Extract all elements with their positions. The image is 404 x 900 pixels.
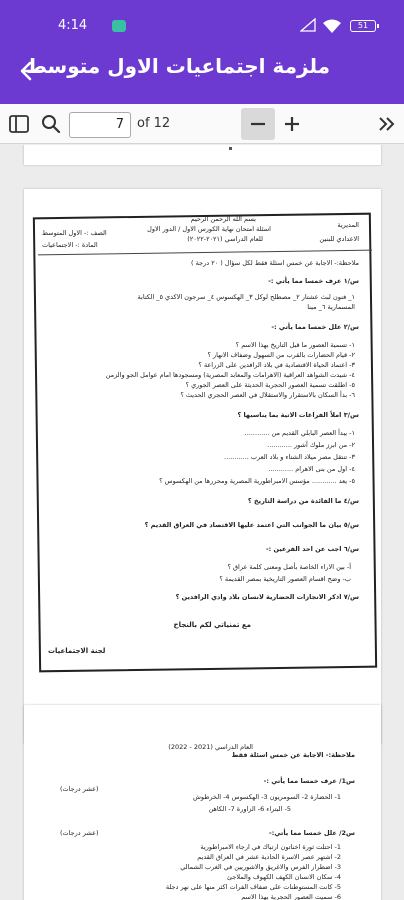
battery-level: 51 [357, 21, 369, 30]
next-q2-item: 2- اشتهر عصر الاسرة الحادية عشر في العراق القديم [197, 853, 341, 861]
q6-item: ب- وضح اقسام العصور التاريخية بمصر القديمة ؟ [219, 575, 351, 583]
pdf-page-next [24, 705, 381, 900]
next-q1-marks: (عشر درجات) [60, 785, 99, 793]
header-class: الصف :- الاول المتوسط [42, 229, 107, 237]
q3-item: ١- يبدأ العصر البابلي القديم من ............ [244, 429, 355, 437]
next-year-line: العام الدراسي (2021 - 2022) [168, 743, 253, 751]
q1-title: س/١ عرف خمسا مما يأتي :- [268, 277, 359, 285]
next-q1-title: س1/ عرف خمسا مما يأتي :- [263, 777, 355, 785]
q2-item: ٦- بدأ السكان بالاستقرار والاستقلال في العصر الحجري الحديث ؟ [180, 391, 355, 399]
exam-closing: مع تمنياتي لكم بالنجاح [173, 621, 251, 629]
q2-item: ١- تسمية العصور ما قبل التاريخ بهذا الاسم ؟ [235, 341, 355, 349]
battery-icon [350, 20, 376, 32]
next-q2-item: 6- سميت العصور الحجرية بهذا الاسم [241, 893, 341, 900]
q4-title: س/٤ ما الفائدة من دراسة التاريخ ؟ [247, 497, 359, 505]
q3-item: ٣- تنتقل مصر ميلاد الشتاء و بلاد العرب ............ [224, 453, 355, 461]
page-total-label: of 12 [137, 116, 171, 131]
q2-item: ٢- قيام الحضارات بالقرب من السهول وضفاف الانهار ؟ [207, 351, 355, 359]
q5-title: س/٥ بيان ما الجوانب التي اعتمد عليها الاقتصاد في العراق القديم ؟ [144, 521, 359, 529]
header-school: الاعدادي للبنين [319, 235, 359, 243]
next-q2-marks: (عشر درجات) [60, 829, 99, 837]
status-time: 4:14 [58, 18, 88, 33]
header-year: للعام الدراسي (٢٠٢١-٢٠٢٢) [187, 235, 263, 243]
zoom-out-icon [241, 108, 275, 140]
q3-item: ٢- من ابرز ملوك آشور ............ [267, 441, 355, 449]
next-q1-item: 1- الحضارة 2- السومريون 3- الهكسوس 4- الخرطوش [192, 793, 341, 801]
exam-signature: لجنة الاجتماعيات [48, 647, 106, 655]
pdf-viewer[interactable] [0, 145, 404, 900]
signal-icon [300, 18, 316, 32]
next-q2-item: 5- كانت المستوطنات على ضفاف الفرات اكثر منها على نهر دجلة [165, 883, 341, 891]
q3-item: ٤- اول من بنى الاهرام ............ [268, 465, 355, 473]
pdf-page-current [24, 189, 381, 744]
header-subject: المادة :- الاجتماعيات [42, 241, 98, 249]
notification-app-icon [112, 20, 126, 32]
q2-item: ٤- شيدت الشواهد العراقية (الاهرامات والمعابد المصرية) ومسجودها امام عوامل الجو والزمن [105, 371, 355, 379]
q3-item: ٥- يعد ............ مؤسس الامبراطورية المصرية ومحررها من الهكسوس ؟ [159, 477, 355, 485]
zoom-in-icon[interactable] [280, 112, 304, 136]
q3-title: س/٣ املأ الفراغات الاتية بما يناسبها ؟ [237, 411, 359, 419]
page-number-input[interactable]: 7 [69, 112, 131, 138]
page-title: ملزمة اجتماعيات الاول متوسط [26, 54, 330, 78]
app-bar [0, 36, 404, 104]
exam-note: ملاحظة:- الاجابة عن خمس اسئلة فقط لكل سؤال ( ٢٠ درجة ) [190, 259, 359, 267]
page-mark [229, 147, 232, 150]
zoom-out-button[interactable] [241, 108, 275, 140]
next-q2-item: 1- احتلت ثورة اخناتون ارتباك في ارجاء الامبراطورية [200, 843, 341, 851]
q6-item: أ- بين الاراء الخاصة بأصل ومعنى كلمة عراق ؟ [227, 563, 351, 571]
q6-title: س/٦ اجب عن احد الفرعين :- [265, 545, 359, 553]
next-q2-item: 4- سكان الانسان الكهف الكهوف والملاجئ [226, 873, 341, 881]
header-basmala: بسم الله الرحمن الرحيم [190, 215, 256, 223]
search-icon[interactable] [40, 112, 62, 136]
q1-item: المسمارية ٦_ مينا [307, 303, 355, 311]
q2-title: س/٢ علل خمسا مما يأتي :- [271, 323, 359, 331]
q2-item: ٥- اطلقت تسمية العصور الحجرية الحديثة على العصر الجوري ؟ [185, 381, 355, 389]
next-note: ملاحظة:- الاجابة عن خمس اسئلة فقط [231, 751, 355, 759]
wifi-icon [322, 18, 342, 34]
q1-item: ١_ فنون لبث عشتار ٢_ مصطلح لوكل ٣_ الهكسوس ٤_ سرجون الاكدي ٥_ الكتابة [137, 293, 355, 301]
header-exam-title: اسئلة امتحان نهاية الكورس الاول / الدور الاول [147, 225, 271, 233]
status-bar [0, 0, 404, 36]
q2-item: ٣- اعتماد الحياة الاقتصادية في بلاد الرافدين على الزراعة ؟ [198, 361, 355, 369]
next-q2-title: س2/ علل خمسا مما يأتي:- [269, 829, 355, 837]
sidebar-toggle-icon[interactable] [8, 112, 30, 136]
q7-title: س/٧ اذكر الانجازات الحضارية لانسان بلاد وادي الرافدين ؟ [175, 593, 359, 601]
pdf-toolbar [0, 104, 404, 144]
more-chevron-icon[interactable] [376, 112, 398, 136]
next-q1-item: 5- البتراء 6- الزاورة 7- الكاهن [208, 805, 291, 813]
header-directorate: المديرية [337, 221, 359, 229]
next-q2-item: 3- اضطرار الفرس والاغريق والاشوريين في الغرب الشمالي [180, 863, 341, 871]
pdf-page-previous [24, 145, 381, 165]
